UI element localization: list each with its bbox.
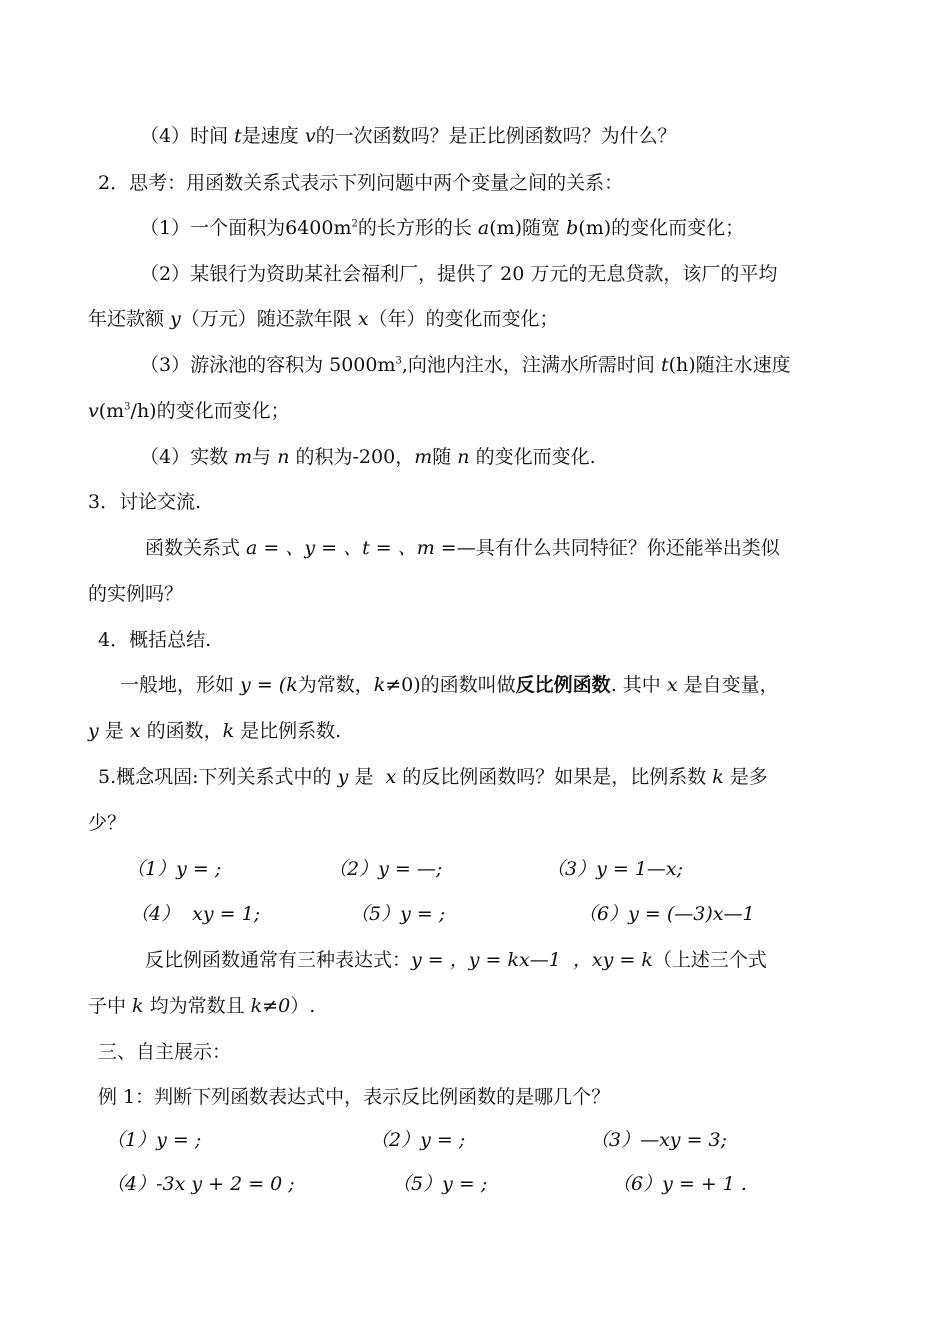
line-definition-cont: y 是 x 的函数，k 是比例系数. [88, 720, 342, 742]
example-item-6: （6）y = + 1 . [612, 1173, 747, 1195]
section-3-self-display: 三、自主展示： [98, 1041, 232, 1063]
exercise-item-5: （5）y = ; [350, 903, 446, 925]
example-item-3: （3）—xy = 3; [590, 1129, 728, 1151]
line-bank-loan-cont: 年还款额 y（万元）随还款年限 x（年）的变化而变化； [88, 308, 559, 330]
section-5-concept-cont: 少？ [88, 812, 127, 834]
example-item-1: （1）y = ; [106, 1129, 202, 1151]
line-three-expressions: 反比例函数通常有三种表达式：y = ，y = kx—1 ，xy = k（上述三个式 [145, 949, 767, 971]
line-area-rectangle: （1）一个面积为$6400m^2$的长方形的长 a(m)随宽 b(m)的变化而变化； [140, 217, 745, 239]
example-item-4: （4）-3x y + 2 = 0 ; [106, 1173, 295, 1195]
exercise-item-4: （4） xy = 1; [130, 903, 261, 925]
line-swimming-pool-cont: $v(m^3/h)$的变化而变化； [88, 400, 290, 422]
exercise-item-1: （1）y = ; [126, 858, 222, 880]
section-2-think: 2．思考：用函数关系式表示下列问题中两个变量之间的关系： [98, 172, 624, 194]
exercise-item-2: （2）y = —; [328, 858, 443, 880]
line-q4-time-velocity: （4）时间 t是速度 v的一次函数吗？是正比例函数吗？为什么？ [140, 125, 677, 147]
line-bank-loan: （2）某银行为资助某社会福利厂，提供了 20 万元的无息贷款，该厂的平均 [140, 263, 778, 285]
section-5-concept: 5.概念巩固:下列关系式中的 y 是 x 的反比例函数吗？如果是，比例系数 k 是多 [98, 766, 768, 788]
exercise-item-6: （6）y = (—3)x—1 [578, 903, 755, 925]
line-definition: 一般地，形如 y = (k为常数，k≠0)的函数叫做反比例函数. 其中 x 是自变量， [120, 674, 779, 696]
line-three-expressions-cont: 子中 k 均为常数且 k≠0）. [88, 995, 316, 1017]
line-swimming-pool: （3）游泳池的容积为 $5000m^3$,向池内注水，注满水所需时间 t(h)随注水速度 [140, 354, 791, 376]
exercise-item-3: （3）y = 1—x; [546, 858, 684, 880]
line-real-numbers: （4）实数 m与 n 的积为-200，m随 n 的变化而变化. [140, 446, 596, 468]
section-4-summary: 4．概括总结. [98, 629, 212, 651]
example-item-5: （5）y = ; [392, 1173, 488, 1195]
section-3-discussion: 3．讨论交流. [88, 491, 202, 513]
line-common-features: 函数关系式 a = 、y = 、t = 、m =—具有什么共同特征？你还能举出类似 [145, 537, 780, 559]
example-item-2: （2）y = ; [370, 1129, 466, 1151]
line-common-features-cont: 的实例吗？ [88, 583, 184, 605]
example-1-heading: 例 1：判断下列函数表达式中，表示反比例函数的是哪几个？ [98, 1086, 611, 1108]
